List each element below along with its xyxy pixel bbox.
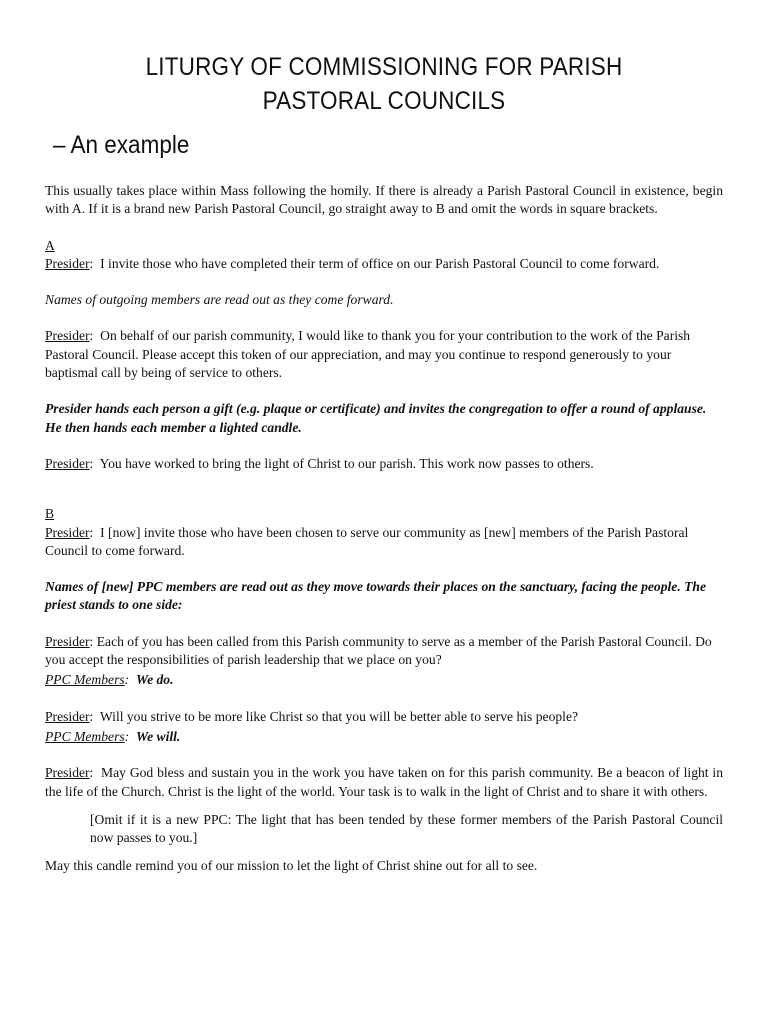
section-b-response-1: PPC Members: We do. [45, 672, 174, 688]
section-a-presider-3: Presider: You have worked to bring the light of Christ to our parish. This work now passes to others. [45, 455, 594, 471]
section-a-p2-text: On behalf of our parish community, I would like to thank you for your contribution to the work of the Parish Pastoral Council. Please accept this token of our appreciation, and may you continue to respond generously to your baptismal call by being of service to others. [45, 328, 691, 381]
presider-label: Presider [45, 633, 90, 649]
ppc-members-label: PPC Members [45, 672, 125, 688]
section-a-presider-2: Presider: On behalf of our parish community, I would like to thank you for your contribution to the work of the Parish Pastoral Council. Please accept this token of our appreciation, and may you continue to respond generously to your baptismal call by being of service to others. [45, 328, 691, 381]
section-b-presider-4: Presider: May God bless and sustain you in the work you have taken on for this parish community. Be a beacon of light in the life of the Church. Christ is the light of the world. Your task is to walk in the light of Christ and to share it with others. [45, 765, 724, 799]
section-a-p3-text: You have worked to bring the light of Christ to our parish. This work now passes to others. [99, 455, 594, 471]
section-b-presider-1: Presider: I [now] invite those who have been chosen to serve our community as [new] members of the Parish Pastoral Council to come forward. [45, 524, 689, 558]
section-a-rubric-2: Presider hands each person a gift (e.g. plaque or certificate) and invites the congregation to offer a round of applause. He then hands each member a lighted candle. [45, 401, 707, 435]
closing-paragraph: May this candle remind you of our mission to let the light of Christ shine out for all to see. [45, 858, 538, 874]
presider-label: Presider [45, 455, 90, 471]
title-line-1: LITURGY OF COMMISSIONING FOR PARISH [145, 53, 623, 81]
section-b-p4-text: May God bless and sustain you in the work you have taken on for this parish community. Be a beacon of light in the life of the Church. Christ is the light of the world. Your task is to walk in the light of Christ and to share it with others. [45, 765, 724, 799]
presider-label: Presider [45, 328, 90, 344]
intro-paragraph: This usually takes place within Mass following the homily. If there is already a Parish Pastoral Council in existence, begin with A. If it is a brand new Parish Pastoral Council, go straight away to B and omit the words in square brackets. [45, 183, 723, 217]
ppc-members-label: PPC Members [45, 728, 125, 744]
section-a-rubric-1: Names of outgoing members are read out as they come forward. [45, 292, 394, 308]
document-subtitle: – An example [53, 131, 190, 159]
section-b-response-2: PPC Members: We will. [45, 728, 181, 744]
section-b-rubric-1: Names of [new] PPC members are read out as they move towards their places on the sanctuary, facing the people. The priest stands to one side: [45, 579, 707, 613]
presider-label: Presider [45, 255, 90, 271]
response-we-do: We do. [136, 672, 174, 688]
presider-label: Presider [45, 524, 90, 540]
presider-label: Presider [45, 765, 90, 781]
section-b-label: B [45, 506, 55, 522]
document-title [79, 50, 689, 118]
title-line-2: PASTORAL COUNCILS [262, 87, 506, 115]
section-a-label: A [45, 237, 55, 253]
document-page [45, 50, 723, 876]
section-a-p1-text: I invite those who have completed their term of office on our Parish Pastoral Council to come forward. [100, 255, 660, 271]
section-a-presider-1: Presider: I invite those who have completed their term of office on our Parish Pastoral Council to come forward. [45, 255, 660, 271]
section-b-presider-2: Presider: Each of you has been called from this Parish community to serve as a member of the Parish Pastoral Council. Do you accept the responsibilities of parish leadership that we place on you? [45, 633, 712, 668]
response-we-will: We will. [136, 728, 181, 744]
presider-label: Presider [45, 708, 90, 724]
section-b-bracket-note: [Omit if it is a new PPC: The light that has been tended by these former members of the Parish Pastoral Council now passes to you.] [90, 811, 723, 846]
section-b-p1-text: I [now] invite those who have been chosen to serve our community as [new] members of the Parish Pastoral Council to come forward. [45, 524, 689, 558]
section-b-p3-text: Will you strive to be more like Christ so that you will be better able to serve his people? [99, 708, 579, 724]
section-b-presider-3: Presider: Will you strive to be more like Christ so that you will be better able to serve his people? [45, 708, 579, 724]
section-b-p2-text: Each of you has been called from this Parish community to serve as a member of the Parish Pastoral Council. Do you accept the responsibilities of parish leadership that we place on you? [45, 633, 712, 668]
